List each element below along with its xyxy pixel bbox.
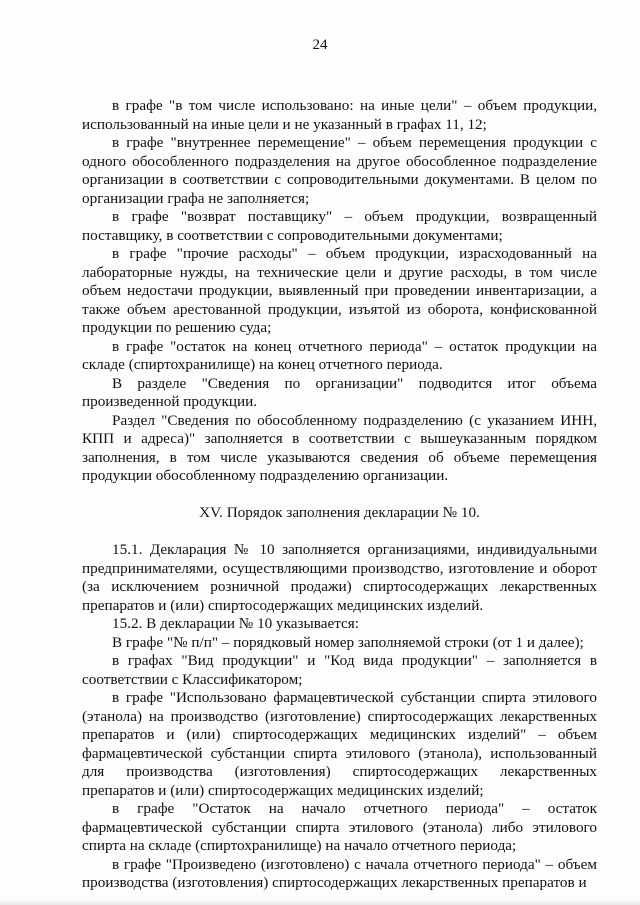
paragraph: в графе "возврат поставщику" – объем продукции, возвращенный поставщику, в соответствии с сопроводительными документами; xyxy=(82,208,597,244)
page-number: 24 xyxy=(312,37,328,53)
paragraph: в графе "внутреннее перемещение" – объем перемещения продукции с одного обособленного подразделения на другое обособленное подразделение организации в соответствии с сопроводительными документами. В целом по организации графа не заполняется; xyxy=(82,134,597,207)
paragraph: Раздел "Сведения по обособленному подразделению (с указанием ИНН, КПП и адреса)" заполняется в соответствии с вышеуказанным порядком заполнения, в том числе указываются сведения об объеме перемещения продукции обособленному подразделению организации. xyxy=(82,411,597,484)
paragraph: в графе "остаток на конец отчетного периода" – остаток продукции на складе (спиртохранилище) на конец отчетного периода. xyxy=(82,337,597,373)
paragraph: В графе "№ п/п" – порядковый номер заполняемой строки (от 1 и далее); xyxy=(112,633,584,651)
paragraph: в графе "в том числе использовано: на иные цели" – объем продукции, использованный на иные цели и не указанный в графах 11, 12; xyxy=(82,97,597,133)
paragraph: 15.2. В декларации № 10 указывается: xyxy=(112,615,359,632)
document-body xyxy=(82,97,597,893)
section-heading: XV. Порядок заполнения декларации № 10. xyxy=(199,503,480,521)
paragraph: В разделе "Сведения по организации" подводится итог объема произведенной продукции. xyxy=(82,374,597,410)
paragraph: в графе "Остаток на начало отчетного периода" – остаток фармацевтической субстанции спирта этилового (этанола) либо этилового спирта на складе (спиртохранилище) на начало отчетного периода; xyxy=(82,800,597,854)
paragraph: в графе "прочие расходы" – объем продукции, израсходованный на лабораторные нужды, на технические цели и другие расходы, в том числе объем недостачи продукции, выявленный при проведении инвентаризации, а также объем арестованной продукции, изъятой из оборота, конфискованной продукции по решению суда; xyxy=(82,245,597,336)
paragraph: в графе "Использовано фармацевтической субстанции спирта этилового (этанола) на производство (изготовление) спиртосодержащих лекарственных препаратов и (или) спиртосодержащих медицинских изделий" – объем фармацевтической субстанции спирта этилового (этанола), использованный для производства (изготовления) спиртосодержащих лекарственных препаратов и (или) спиртосодержащих медицинских изделий; xyxy=(82,689,597,799)
paragraph: 15.1. Декларация № 10 заполняется организациями, индивидуальными предпринимателями, осуществляющими производство, изготовление и оборот (за исключением розничной продажи) спиртосодержащих лекарственных препаратов и (или) спиртосодержащих медицинских изделий. xyxy=(82,541,597,614)
page-bottom-edge xyxy=(0,899,640,905)
paragraph: в графах "Вид продукции" и "Код вида продукции" – заполняется в соответствии с Классификатором; xyxy=(82,652,597,688)
paragraph: в графе "Произведено (изготовлено) с начала отчетного периода" – объем производства (изготовления) спиртосодержащих лекарственных препаратов и xyxy=(82,855,597,891)
